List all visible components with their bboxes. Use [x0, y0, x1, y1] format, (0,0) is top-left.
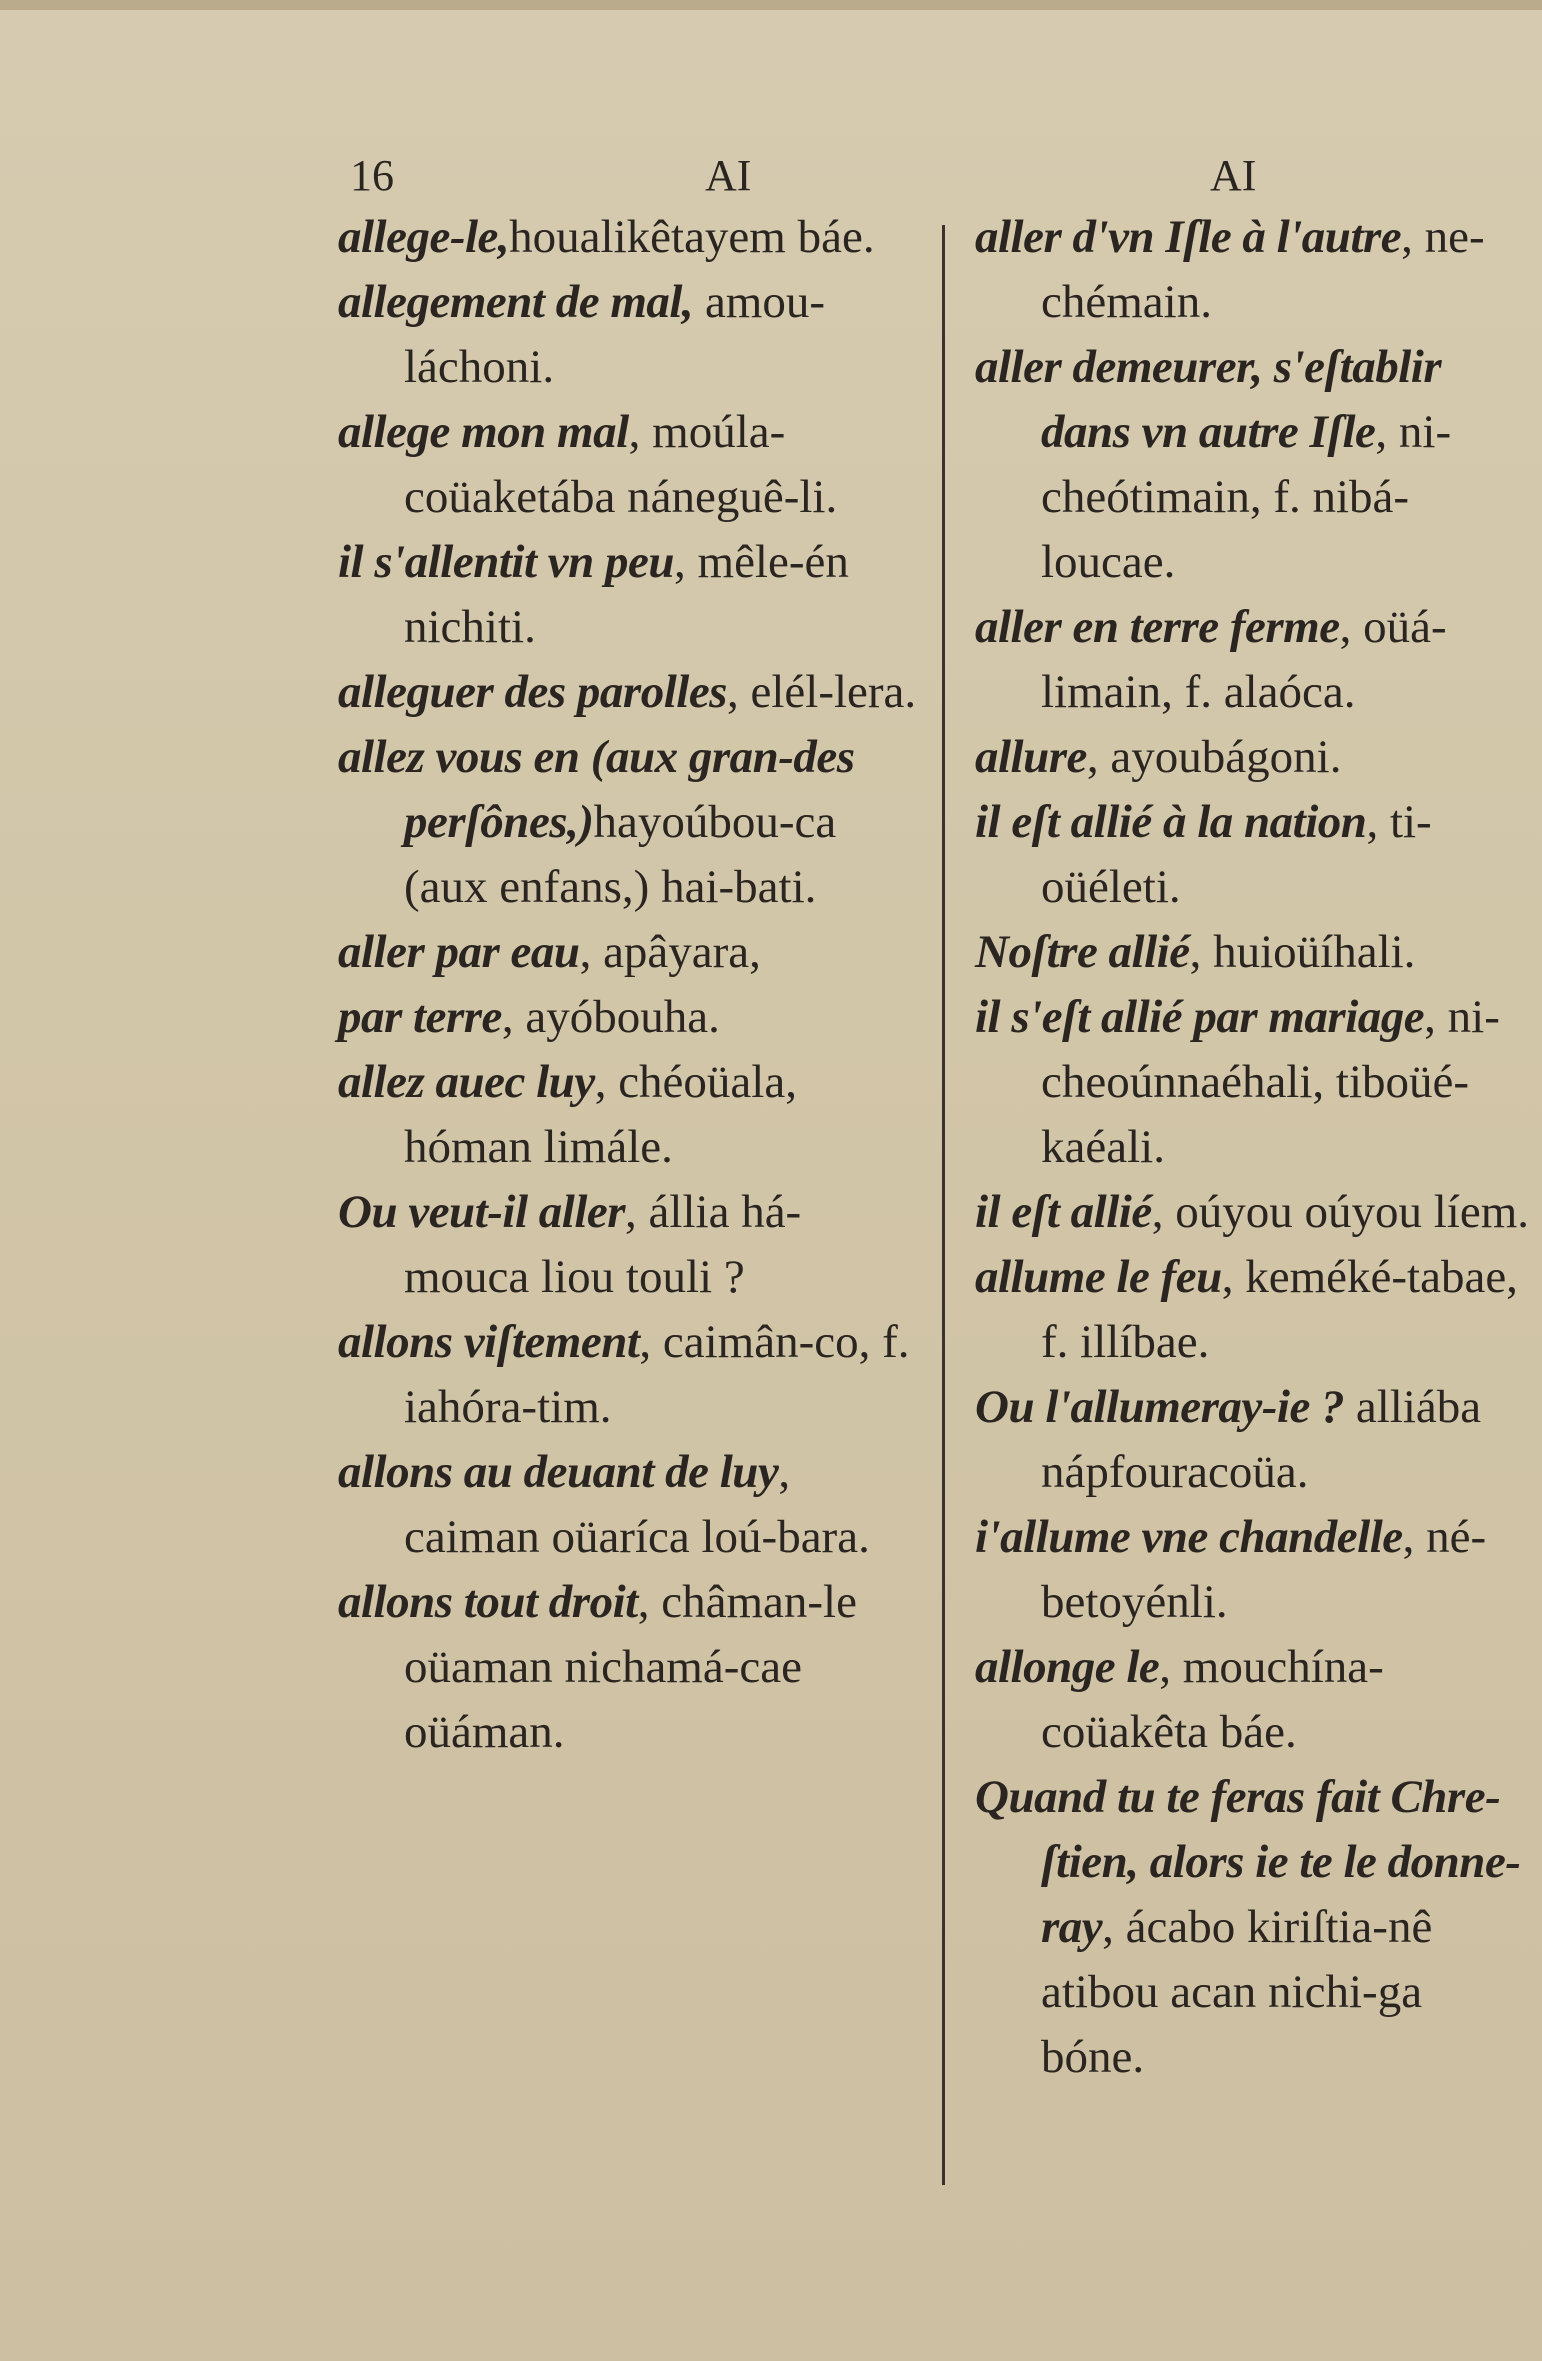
- dictionary-entry: [975, 1765, 1535, 2090]
- carib-translation: , mouchína-coüakêta báe.: [1041, 1641, 1384, 1758]
- carib-translation: , caiman oüaríca loú-bara.: [404, 1446, 870, 1563]
- dictionary-entry: [338, 985, 923, 1050]
- french-headword: allez auec luy: [338, 1056, 595, 1108]
- carib-translation: , moúla-coüaketába náneguê-li.: [404, 406, 838, 523]
- carib-translation: houalikêtayem báe.: [509, 211, 875, 263]
- french-headword: Ou l'allumeray-ie ?: [975, 1381, 1345, 1433]
- carib-translation: , állia há-mouca liou touli ?: [404, 1186, 802, 1303]
- carib-translation: , ayoubágoni.: [1086, 731, 1342, 783]
- carib-translation: , ne-chémain.: [1041, 211, 1485, 328]
- carib-translation: , keméké-tabae, f. illíbae.: [1041, 1251, 1518, 1368]
- left-running-heading: AI: [705, 151, 752, 200]
- french-headword: allure: [975, 731, 1087, 783]
- page-number: 16: [350, 151, 394, 200]
- french-headword: il eſt allié à la nation: [975, 796, 1367, 848]
- carib-translation: alliába nápfouracoüa.: [1041, 1381, 1482, 1498]
- french-headword: Quand tu te feras fait Chre-ſtien, alors ie te le donne-ray: [975, 1771, 1521, 1953]
- french-headword: allons viſtement: [338, 1316, 640, 1368]
- french-headword: il s'eſt allié par mariage: [975, 991, 1425, 1043]
- dictionary-entry: [975, 205, 1535, 335]
- french-headword: allegement de mal,: [338, 276, 694, 328]
- french-headword: aller par eau: [338, 926, 580, 978]
- french-headword: aller d'vn Iſle à l'autre: [975, 211, 1402, 263]
- dictionary-entry: [338, 530, 923, 660]
- dictionary-entry: [338, 1310, 923, 1440]
- dictionary-entry: [975, 985, 1535, 1180]
- french-headword: allons tout droit: [338, 1576, 638, 1628]
- dictionary-entry: [338, 1180, 923, 1310]
- french-headword: allege mon mal: [338, 406, 629, 458]
- dictionary-entry: [975, 725, 1535, 790]
- dictionary-entry: [338, 270, 923, 400]
- dictionary-entry: [975, 1375, 1535, 1505]
- carib-translation: , oüá-limain, f. alaóca.: [1041, 601, 1447, 718]
- dictionary-entry: [975, 335, 1535, 595]
- french-headword: il s'allentit vn peu: [338, 536, 675, 588]
- carib-translation: , ni-cheoúnnaéhali, tiboüé-kaéali.: [1041, 991, 1500, 1173]
- carib-translation: , ayóbouha.: [501, 991, 720, 1043]
- dictionary-entry: [338, 725, 923, 920]
- carib-translation: , ti-oüéleti.: [1041, 796, 1432, 913]
- column-rule: [942, 225, 945, 2185]
- french-headword: par terre: [338, 991, 502, 1043]
- french-headword: Noſtre allié: [975, 926, 1190, 978]
- french-headword: i'allume vne chandelle: [975, 1511, 1403, 1563]
- carib-translation: , apâyara,: [579, 926, 761, 978]
- carib-translation: , elél-lera.: [726, 666, 917, 718]
- page-top-edge: [0, 0, 1542, 10]
- carib-translation: , ni-cheótimain, f. nibá-loucae.: [1041, 406, 1452, 588]
- dictionary-entry: [338, 1440, 923, 1570]
- dictionary-entry: [975, 790, 1535, 920]
- dictionary-entry: [975, 1635, 1535, 1765]
- dictionary-entry: [975, 595, 1535, 725]
- carib-translation: , huioüíhali.: [1189, 926, 1416, 978]
- left-column: [338, 205, 923, 1765]
- french-headword: il eſt allié: [975, 1186, 1152, 1238]
- french-headword: allonge le: [975, 1641, 1160, 1693]
- dictionary-entry: [338, 1050, 923, 1180]
- dictionary-entry: [975, 1505, 1535, 1635]
- french-headword: alleguer des parolles: [338, 666, 727, 718]
- carib-translation: amou-láchoni.: [404, 276, 826, 393]
- carib-translation: , ácabo kiriſtia-nê atibou acan nichi-ga bóne.: [1041, 1901, 1433, 2083]
- french-headword: allons au deuant de luy: [338, 1446, 779, 1498]
- dictionary-entry: [338, 660, 923, 725]
- carib-translation: , né-betoyénli.: [1041, 1511, 1487, 1628]
- carib-translation: , châman-le oüaman nichamá-cae oüáman.: [404, 1576, 857, 1758]
- carib-translation: , mêle-én nichiti.: [404, 536, 849, 653]
- carib-translation: , caimân-co, f. iahóra-tim.: [404, 1316, 910, 1433]
- right-column: [975, 205, 1535, 2090]
- french-headword: allume le feu: [975, 1251, 1222, 1303]
- french-headword: Ou veut-il aller: [338, 1186, 626, 1238]
- carib-translation: hayoúbou-ca (aux enfans,) hai-bati.: [404, 796, 837, 913]
- french-headword: allege-le,: [338, 211, 510, 263]
- dictionary-entry: [338, 400, 923, 530]
- carib-translation: , chéoüala, hóman limále.: [404, 1056, 797, 1173]
- dictionary-entry: [975, 1180, 1535, 1245]
- french-headword: aller demeurer, s'eſtablir dans vn autre Iſle: [975, 341, 1442, 458]
- dictionary-entry: [975, 1245, 1535, 1375]
- french-headword: aller en terre ferme: [975, 601, 1340, 653]
- right-running-heading: AI: [1210, 151, 1257, 200]
- french-headword: allez vous en (aux gran-des perſônes,): [338, 731, 855, 848]
- dictionary-entry: [975, 920, 1535, 985]
- dictionary-entry: [338, 920, 923, 985]
- carib-translation: , oúyou oúyou líem.: [1151, 1186, 1530, 1238]
- dictionary-entry: [338, 1570, 923, 1765]
- dictionary-entry: [338, 205, 923, 270]
